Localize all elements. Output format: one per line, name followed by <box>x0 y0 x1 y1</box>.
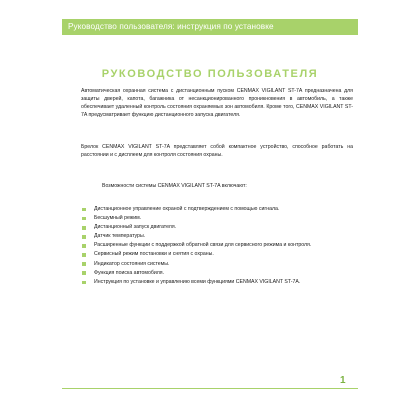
features-list <box>81 206 353 288</box>
square-bullet-icon <box>82 244 86 248</box>
list-item <box>81 251 353 258</box>
list-item <box>81 233 353 240</box>
list-item <box>81 242 353 249</box>
list-item-text: Сервисный режим постановки и снятия с охраны. <box>94 251 214 258</box>
square-bullet-icon <box>82 281 86 285</box>
square-bullet-icon <box>82 208 86 212</box>
list-item-text: Датчик температуры. <box>94 233 146 240</box>
list-item-text: Дистанционный запуск двигателя. <box>94 224 177 231</box>
square-bullet-icon <box>82 271 86 275</box>
square-bullet-icon <box>82 253 86 257</box>
header-title: Руководство пользователя: инструкция по установке <box>68 22 274 31</box>
list-item <box>81 206 353 213</box>
list-item-text: Бесшумный режим. <box>94 215 142 222</box>
list-item-text: Инструкция по установке и управлению всеми функциями CENMAX VIGILANT ST-7A. <box>94 278 301 285</box>
square-bullet-icon <box>82 226 86 230</box>
list-item <box>81 270 353 277</box>
page-number: 1 <box>340 375 346 386</box>
page-title: РУКОВОДСТВО ПОЛЬЗОВАТЕЛЯ <box>101 68 319 80</box>
list-item <box>81 215 353 222</box>
footer-rule <box>62 388 358 389</box>
list-item-text: Дистанционное управление охраной с подтверждением с помощью сигнала. <box>94 206 280 212</box>
square-bullet-icon <box>82 217 86 221</box>
list-item <box>81 224 353 231</box>
list-item-text: Функция поиска автомобиля. <box>94 269 165 276</box>
paragraph-remote: Брелок CENMAX VIGILANT ST-7A представляет собой компактное устройство, способное работать на расстоянии и с дисплеем для контроля состояния охраны. <box>81 144 353 158</box>
list-item-text: Индикатор состояния системы. <box>94 260 170 267</box>
list-item-text: Расширенные функции с поддержкой обратной связи для сервисного режима и контроля. <box>94 242 312 249</box>
paragraph-intro: Автоматическая охранная система с дистанционным пуском CENMAX VIGILANT ST-7A предназначена для защиты дверей, капота, багажника от несанкционированного проникновения в автомобиль, а также обеспечивает удаленный контроль состояния охраняемых зон автомобиля. Кроме того, CENMAX VIGILANT ST-7A предусматривает функцию дистанционного запуска двигателя. <box>81 88 353 118</box>
features-lead: Возможности системы CENMAX VIGILANT ST-7A включают: <box>102 183 247 189</box>
square-bullet-icon <box>82 262 86 266</box>
list-item <box>81 279 353 286</box>
list-item <box>81 261 353 268</box>
square-bullet-icon <box>82 235 86 239</box>
